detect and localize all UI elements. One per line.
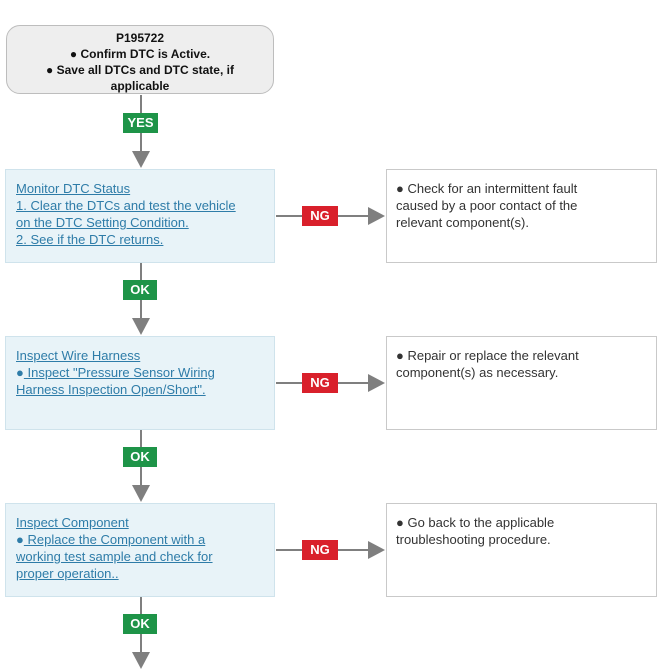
open-short-link[interactable]: Open/Short (130, 382, 198, 397)
step-text-link[interactable]: Harness Inspection (16, 382, 131, 397)
arrow-down (132, 151, 150, 168)
yes-badge: YES (123, 113, 158, 133)
start-box (6, 25, 274, 94)
ok-badge: OK (123, 447, 157, 467)
arrow-down (132, 652, 150, 669)
step-title-link[interactable]: Inspect Component (16, 515, 129, 530)
ng-badge: NG (302, 373, 338, 393)
ok-badge: OK (123, 280, 157, 300)
arrow-right (368, 374, 385, 392)
step-text-link[interactable]: Replace the Component with a (23, 532, 206, 547)
result-text: relevant component(s). (396, 215, 529, 230)
result-repair-replace (386, 336, 657, 430)
result-text: caused by a poor contact of the (396, 198, 578, 213)
step-title-link[interactable]: Inspect Wire Harness (16, 348, 141, 363)
step-text-link[interactable]: working test sample and check for (16, 549, 213, 564)
arrow-right (368, 541, 385, 559)
ng-badge: NG (302, 540, 338, 560)
step-text-link[interactable]: proper operation.. (16, 566, 119, 581)
ok-badge: OK (123, 614, 157, 634)
step-text-link[interactable]: 2. See if the DTC returns. (16, 232, 164, 247)
result-text: ● Repair or replace the relevant (396, 348, 579, 363)
result-intermittent-fault (386, 169, 657, 263)
result-go-back (386, 503, 657, 597)
bullet-icon: ● (16, 532, 24, 547)
ng-badge: NG (302, 206, 338, 226)
start-line-1: ● Confirm DTC is Active. (69, 47, 211, 61)
step-text-link[interactable]: 1. Clear the DTCs and test the vehicle (16, 198, 236, 213)
step-title-link[interactable]: Monitor DTC Status (16, 181, 131, 196)
step-text-link[interactable]: ". (197, 382, 206, 397)
result-text: ● Check for an intermittent fault (396, 181, 578, 196)
arrow-right (368, 207, 385, 225)
result-text: ● Go back to the applicable (396, 515, 555, 530)
step-text-link[interactable]: Inspect "Pressure Sensor Wiring (23, 365, 215, 380)
step-text-link[interactable]: on the DTC Setting Condition. (16, 215, 189, 230)
dtc-code: P195722 (115, 31, 165, 45)
arrow-down (132, 485, 150, 502)
result-text: component(s) as necessary. (396, 365, 559, 380)
start-line-3: applicable (110, 79, 170, 93)
step-inspect-wire-harness (5, 336, 275, 430)
start-line-2: ● Save all DTCs and DTC state, if (46, 63, 234, 77)
step-monitor-dtc-status (5, 169, 275, 263)
bullet-icon: ● (16, 365, 24, 380)
result-text: troubleshooting procedure. (396, 532, 551, 547)
arrow-down (132, 318, 150, 335)
step-inspect-component (5, 503, 275, 597)
